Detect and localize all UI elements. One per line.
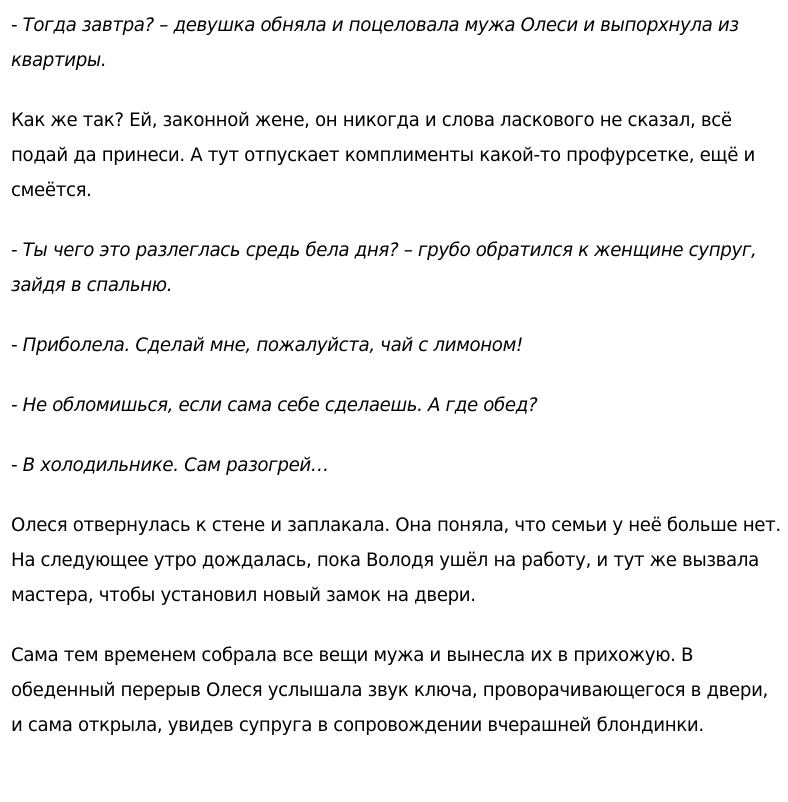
article-body: [11, 8, 781, 768]
narrative-paragraph: Олеся отвернулась к стене и заплакала. Она поняла, что семьи у неё больше нет. На следующее утро дождалась, пока Володя ушёл на работу, и тут же вызвала мастера, чтобы установил новый замок на двери.: [11, 515, 781, 606]
narrative-paragraph: Как же так? Ей, законной жене, он никогда и слова ласкового не сказал, всё подай да принеси. А тут отпускает комплименты какой-то профурсетке, ещё и смеётся.: [11, 110, 755, 201]
dialogue-paragraph: - В холодильнике. Сам разогрей…: [11, 455, 329, 476]
narrative-paragraph: Сама тем временем собрала все вещи мужа и вынесла их в прихожую. В обеденный перерыв Олеся услышала звук ключа, проворачивающегося в двери, и сама открыла, увидев супруга в сопровождении вчерашней блондинки.: [11, 645, 768, 736]
dialogue-paragraph: - Не обломишься, если сама себе сделаешь. А где обед?: [11, 395, 538, 416]
dialogue-paragraph: - Приболела. Сделай мне, пожалуйста, чай с лимоном!: [11, 335, 523, 356]
dialogue-paragraph: - Тогда завтра? – девушка обняла и поцеловала мужа Олеси и выпорхнула из квартиры.: [11, 15, 739, 71]
dialogue-paragraph: - Ты чего это разлеглась средь бела дня? – грубо обратился к женщине супруг, зайдя в спальню.: [11, 240, 757, 296]
